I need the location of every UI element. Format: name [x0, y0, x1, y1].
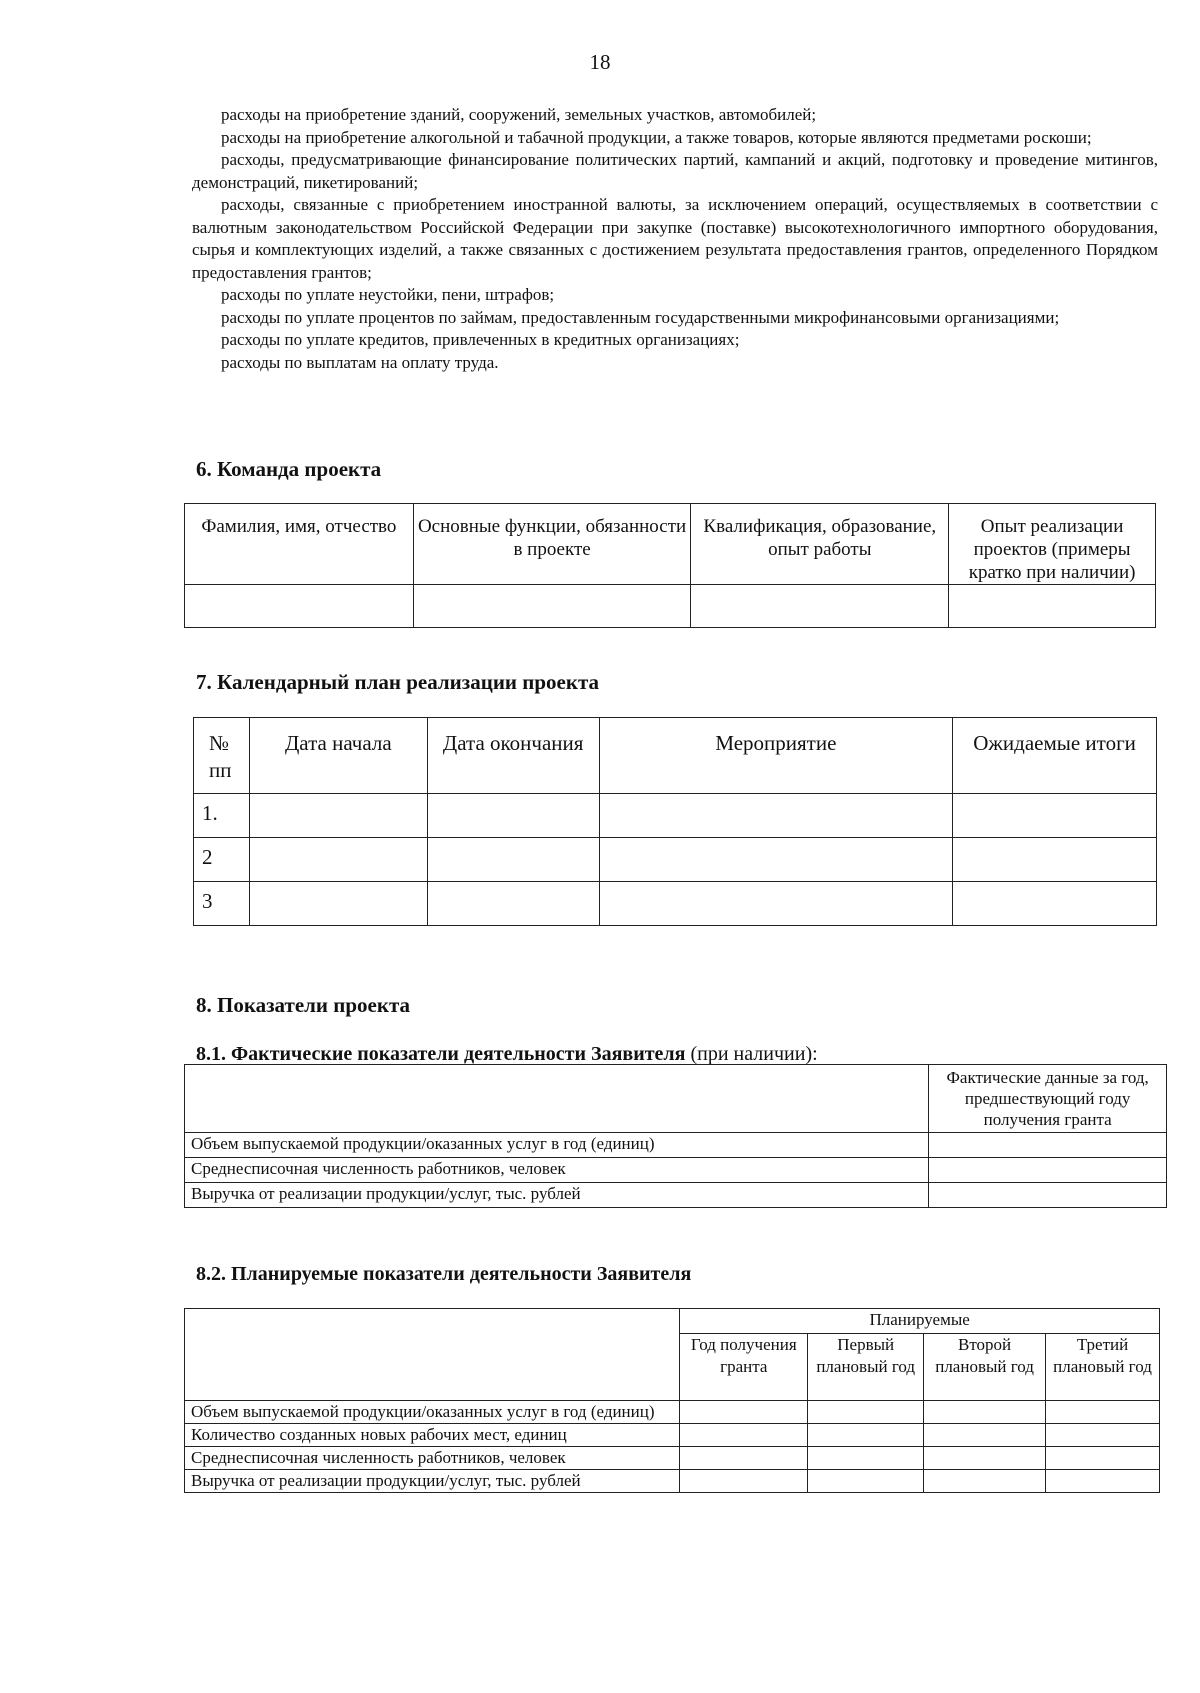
table-row [185, 1470, 1160, 1493]
table-cell[interactable] [1046, 1447, 1160, 1470]
team-header-name: Фамилия, имя, отчество [185, 504, 414, 585]
table-row [185, 585, 1156, 628]
fact-header-previous-year: Фактические данные за год, предшествующий году получения гранта [929, 1065, 1167, 1133]
table-cell[interactable] [427, 794, 599, 838]
table-cell[interactable] [929, 1158, 1167, 1183]
table-cell[interactable] [808, 1401, 924, 1424]
actual-indicators-table [184, 1064, 1167, 1208]
table-cell[interactable] [924, 1470, 1046, 1493]
intro-item: расходы, связанные с приобретением иностранной валюты, за исключением операций, осуществляемых в соответствии с валютным законодательством Российской Федерации при закупке (поставке) высокотехнологичного импортного оборудования, сырья и комплектующих изделий, а также связанных с достижением результата предоставления грантов, определенного Порядком предоставления грантов; [192, 195, 1158, 282]
planned-header-second-year: Второй плановый год [924, 1334, 1046, 1401]
table-cell[interactable] [680, 1424, 808, 1447]
table-cell[interactable] [413, 585, 691, 628]
table-cell[interactable] [808, 1447, 924, 1470]
planned-header-empty [185, 1309, 680, 1401]
table-cell[interactable] [599, 838, 953, 882]
indicator-label: Среднесписочная численность работников, человек [185, 1447, 680, 1470]
plan-header-results: Ожидаемые итоги [953, 718, 1157, 794]
table-cell[interactable] [680, 1470, 808, 1493]
plan-header-end-date: Дата окончания [427, 718, 599, 794]
table-header-row [185, 1065, 1167, 1133]
planned-indicators-table [184, 1308, 1160, 1493]
table-cell[interactable] [249, 882, 427, 926]
planned-header-grant-year: Год получения гранта [680, 1334, 808, 1401]
section-8-1-title-note: (при наличии): [690, 1043, 818, 1065]
table-cell[interactable] [929, 1133, 1167, 1158]
intro-item: расходы на приобретение зданий, сооружений, земельных участков, автомобилей; [221, 105, 817, 124]
planned-header-third-year: Третий плановый год [1046, 1334, 1160, 1401]
page-number: 18 [589, 50, 611, 74]
section-8-1-title-text: 8.1. Фактические показатели деятельности Заявителя [196, 1043, 686, 1065]
table-cell[interactable] [691, 585, 949, 628]
table-cell[interactable] [249, 794, 427, 838]
intro-item: расходы по выплатам на оплату труда. [221, 352, 499, 372]
table-header-row [194, 718, 1157, 794]
section-6-title: 6. Команда проекта [196, 457, 382, 481]
table-row [185, 1447, 1160, 1470]
table-row [185, 1424, 1160, 1447]
intro-item: расходы, предусматривающие финансирование политических партий, кампаний и акций, подготовку и проведение митингов, демонстраций, пикетирований; [192, 150, 1158, 192]
team-table [184, 503, 1156, 628]
table-cell[interactable] [680, 1447, 808, 1470]
table-cell[interactable] [1046, 1470, 1160, 1493]
table-cell[interactable] [808, 1470, 924, 1493]
table-row [194, 882, 1157, 926]
table-cell[interactable] [1046, 1424, 1160, 1447]
intro-list [192, 104, 1158, 374]
team-header-functions: Основные функции, обязанности в проекте [413, 504, 691, 585]
intro-item: расходы по уплате процентов по займам, предоставленным государственными микрофинансовыми организациями; [221, 307, 1060, 327]
table-cell[interactable] [599, 882, 953, 926]
plan-header-number: № пп [194, 718, 250, 794]
planned-header-group: Планируемые [680, 1309, 1160, 1334]
table-cell[interactable] [924, 1424, 1046, 1447]
table-cell[interactable] [1046, 1401, 1160, 1424]
table-cell[interactable] [949, 585, 1156, 628]
row-number: 1. [194, 794, 250, 838]
indicator-label: Объем выпускаемой продукции/оказанных услуг в год (единиц) [185, 1133, 929, 1158]
section-8-2-title: 8.2. Планируемые показатели деятельности Заявителя [196, 1263, 692, 1285]
table-cell[interactable] [427, 882, 599, 926]
planned-header-first-year: Первый плановый год [808, 1334, 924, 1401]
intro-item: расходы по уплате неустойки, пени, штрафов; [221, 285, 555, 304]
plan-header-event: Мероприятие [599, 718, 953, 794]
team-header-qualification: Квалификация, образование, опыт работы [691, 504, 949, 585]
table-header-row [185, 1309, 1160, 1334]
intro-item: расходы по уплате кредитов, привлеченных в кредитных организациях; [221, 330, 740, 349]
table-cell[interactable] [808, 1424, 924, 1447]
table-cell[interactable] [427, 838, 599, 882]
table-row [194, 838, 1157, 882]
table-row [185, 1401, 1160, 1424]
table-cell[interactable] [249, 838, 427, 882]
table-row [185, 1133, 1167, 1158]
section-8-1-title [196, 1043, 818, 1066]
table-cell[interactable] [929, 1183, 1167, 1208]
table-cell[interactable] [953, 794, 1157, 838]
indicator-label: Количество созданных новых рабочих мест, единиц [185, 1424, 680, 1447]
table-cell[interactable] [680, 1401, 808, 1424]
table-row [185, 1158, 1167, 1183]
section-8-title: 8. Показатели проекта [196, 993, 411, 1017]
row-number: 3 [194, 882, 250, 926]
table-cell[interactable] [185, 585, 414, 628]
calendar-plan-table [193, 717, 1157, 926]
intro-item: расходы на приобретение алкогольной и табачной продукции, а также товаров, которые являются предметами роскоши; [221, 127, 1092, 147]
table-header-row [185, 504, 1156, 585]
fact-header-empty [185, 1065, 929, 1133]
table-cell[interactable] [924, 1447, 1046, 1470]
table-row [194, 794, 1157, 838]
table-cell[interactable] [599, 794, 953, 838]
table-cell[interactable] [924, 1401, 1046, 1424]
plan-header-start-date: Дата начала [249, 718, 427, 794]
indicator-label: Среднесписочная численность работников, человек [185, 1158, 929, 1183]
indicator-label: Объем выпускаемой продукции/оказанных услуг в год (единиц) [185, 1401, 680, 1424]
table-cell[interactable] [953, 838, 1157, 882]
table-cell[interactable] [953, 882, 1157, 926]
indicator-label: Выручка от реализации продукции/услуг, тыс. рублей [185, 1183, 929, 1208]
team-header-experience: Опыт реализации проектов (примеры кратко при наличии) [949, 504, 1156, 585]
section-7-title: 7. Календарный план реализации проекта [196, 670, 600, 694]
indicator-label: Выручка от реализации продукции/услуг, тыс. рублей [185, 1470, 680, 1493]
table-row [185, 1183, 1167, 1208]
row-number: 2 [194, 838, 250, 882]
